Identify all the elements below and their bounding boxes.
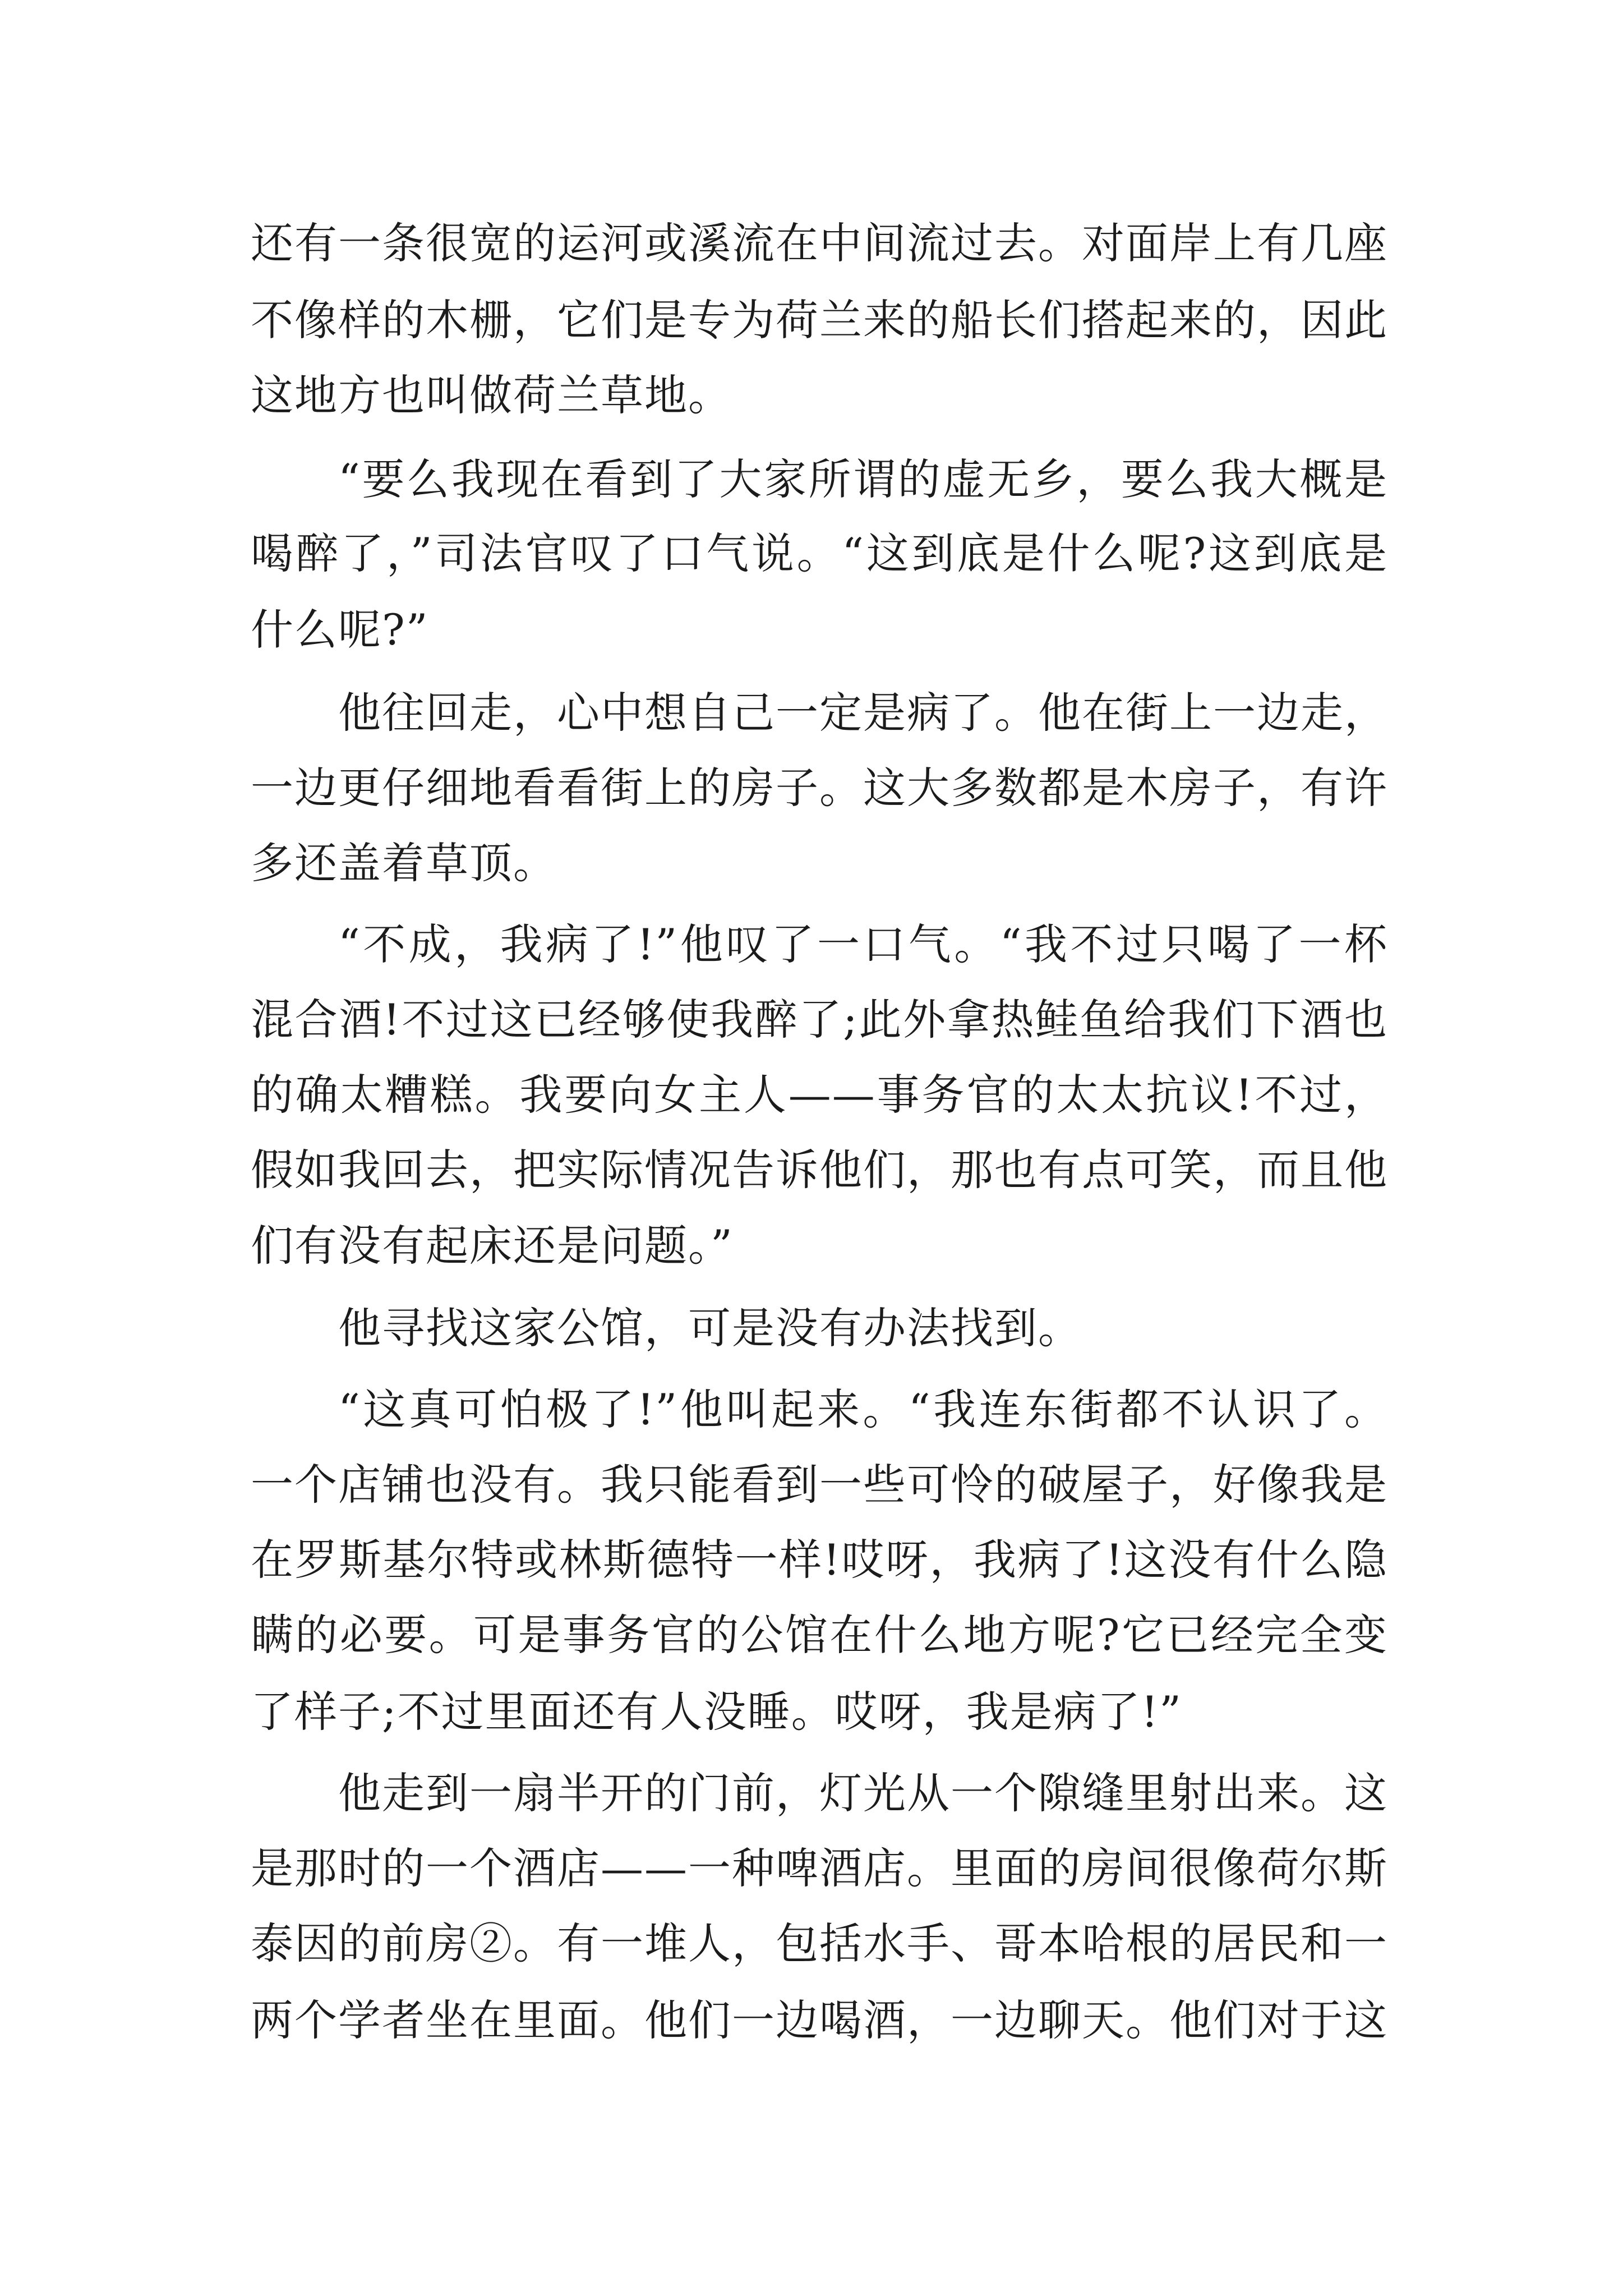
text-line: 他寻找这家公馆，可是没有办法找到。 xyxy=(338,1303,1082,1353)
text-line: 的确太糟糕。我要向女主人——事务官的太太抗议!不过， xyxy=(251,1070,1388,1120)
text-line: 他往回走，心中想自己一定是病了。他在街上一边走， xyxy=(338,688,1388,738)
text-line: 一边更仔细地看看街上的房子。这大多数都是木房子，有许 xyxy=(251,763,1388,813)
text-line: 多还盖着草顶。 xyxy=(251,838,557,888)
text-line: 不像样的木栅，它们是专为荷兰来的船长们搭起来的，因此 xyxy=(251,295,1388,345)
text-line: 喝醉了，”司法官叹了口气说。“这到底是什么呢?这到底是 xyxy=(251,528,1388,578)
text-line: 了样子;不过里面还有人没睡。哎呀，我是病了!” xyxy=(251,1687,1182,1737)
text-line: 什么呢?” xyxy=(251,605,429,655)
text-line: 假如我回去，把实际情况告诉他们，那也有点可笑，而且他 xyxy=(251,1145,1388,1195)
text-line: 他走到一扇半开的门前，灯光从一个隙缝里射出来。这 xyxy=(338,1768,1388,1818)
text-line: 瞒的必要。可是事务官的公馆在什么地方呢?它已经完全变 xyxy=(251,1610,1388,1660)
text-line: 泰因的前房②。有一堆人，包括水手、哥本哈根的居民和一 xyxy=(251,1918,1388,1968)
text-line: 一个店铺也没有。我只能看到一些可怜的破屋子，好像我是 xyxy=(251,1460,1388,1510)
text-line: “这真可怕极了!”他叫起来。“我连东街都不认识了。 xyxy=(338,1384,1388,1434)
text-line: 在罗斯基尔特或林斯德特一样!哎呀，我病了!这没有什么隐 xyxy=(251,1535,1388,1585)
text-line: “不成，我病了!”他叹了一口气。“我不过只喝了一杯 xyxy=(338,919,1388,969)
text-line: 是那时的一个酒店——一种啤酒店。里面的房间很像荷尔斯 xyxy=(251,1843,1388,1893)
text-line: 混合酒!不过这已经够使我醉了;此外拿热鲑鱼给我们下酒也 xyxy=(251,995,1388,1045)
text-line: 两个学者坐在里面。他们一边喝酒，一边聊天。他们对于这 xyxy=(251,1995,1388,2045)
text-line: “要么我现在看到了大家所谓的虚无乡，要么我大概是 xyxy=(338,454,1388,504)
text-line: 这地方也叫做荷兰草地。 xyxy=(251,370,732,420)
text-line: 还有一条很宽的运河或溪流在中间流过去。对面岸上有几座 xyxy=(251,218,1388,268)
text-line: 们有没有起床还是问题。” xyxy=(251,1221,734,1271)
